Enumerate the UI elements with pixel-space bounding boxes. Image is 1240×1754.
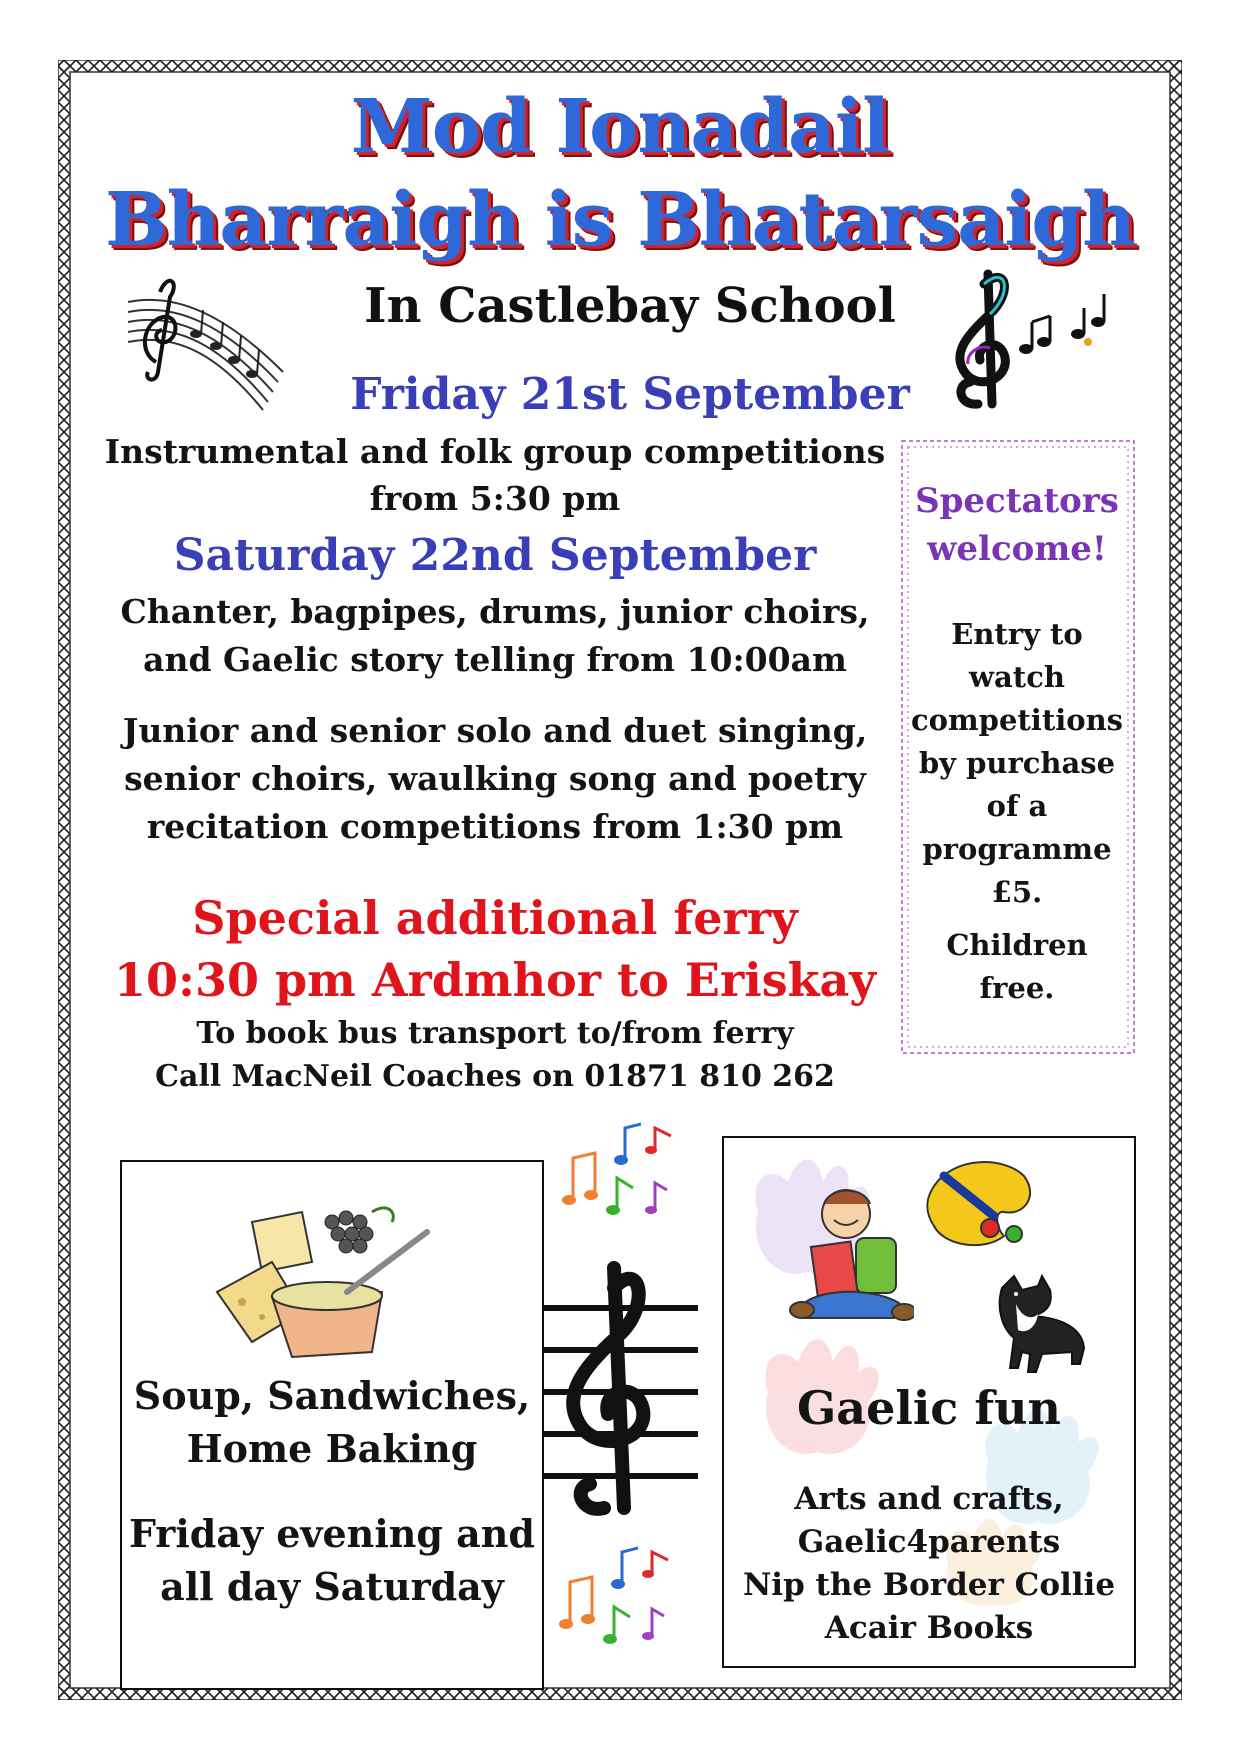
saturday-afternoon-line-3: recitation competitions from 1:30 pm xyxy=(146,807,844,846)
children-line-1: Children xyxy=(946,928,1088,962)
music-notes-icon-2 xyxy=(552,1542,682,1652)
saturday-morning-line-1: Chanter, bagpipes, drums, junior choirs, xyxy=(120,592,870,631)
ferry-line-2: 10:30 pm Ardmhor to Eriskay xyxy=(113,953,877,1007)
bus-line-2: Call MacNeil Coaches on 01871 810 262 xyxy=(155,1059,835,1094)
music-notes-icon xyxy=(555,1118,685,1228)
fun-item-1: Arts and crafts, xyxy=(794,1481,1064,1517)
title-line-2: Bharraigh is Bhatarsaigh xyxy=(105,177,1135,263)
treble-clef-icon xyxy=(938,264,1118,414)
entry-line-2: watch xyxy=(969,660,1065,694)
ferry-line-1: Special additional ferry xyxy=(192,891,798,945)
music-staff-icon xyxy=(118,262,290,412)
entry-line-3: competitions xyxy=(911,703,1123,737)
staff-treble-clef-icon xyxy=(542,1258,698,1528)
spectators-heading-1: Spectators xyxy=(915,481,1119,521)
entry-line-5: of a xyxy=(986,789,1048,823)
saturday-afternoon-line-1: Junior and senior solo and duet singing, xyxy=(122,711,868,750)
food-line-1: Soup, Sandwiches, xyxy=(133,1373,531,1418)
fun-item-3: Nip the Border Collie xyxy=(742,1567,1116,1603)
friday-line-1: Instrumental and folk group competitions xyxy=(104,432,886,471)
friday-line-2: from 5:30 pm xyxy=(369,479,621,518)
food-line-4: all day Saturday xyxy=(160,1564,504,1609)
entry-line-7: £5. xyxy=(991,875,1043,909)
fun-box xyxy=(722,1136,1136,1668)
venue: In Castlebay School xyxy=(364,278,896,334)
fun-item-4: Acair Books xyxy=(824,1610,1034,1646)
food-icon xyxy=(212,1192,462,1362)
entry-line-1: Entry to xyxy=(951,617,1083,651)
paint-palette-icon xyxy=(924,1156,1044,1256)
entry-line-6: programme xyxy=(922,832,1112,866)
food-line-3: Friday evening and xyxy=(128,1511,535,1556)
collie-dog-icon xyxy=(992,1268,1092,1378)
saturday-afternoon-line-2: senior choirs, waulking song and poetry xyxy=(124,759,866,798)
bus-line-1: To book bus transport to/from ferry xyxy=(196,1016,794,1051)
spectators-box xyxy=(898,437,1136,1054)
entry-line-4: by purchase xyxy=(918,746,1116,780)
fun-item-2: Gaelic4parents xyxy=(797,1524,1061,1560)
children-line-2: free. xyxy=(979,971,1055,1005)
friday-heading: Friday 21st September xyxy=(350,369,910,420)
reading-child-icon xyxy=(784,1178,914,1328)
food-box xyxy=(120,1160,544,1690)
saturday-morning-line-2: and Gaelic story telling from 10:00am xyxy=(143,640,847,679)
saturday-heading: Saturday 22nd September xyxy=(173,530,817,581)
food-line-2: Home Baking xyxy=(186,1426,478,1471)
spectators-heading-2: welcome! xyxy=(927,529,1107,569)
fun-heading: Gaelic fun xyxy=(796,1381,1061,1435)
title-line-1: Mod Ionadail xyxy=(350,84,890,170)
